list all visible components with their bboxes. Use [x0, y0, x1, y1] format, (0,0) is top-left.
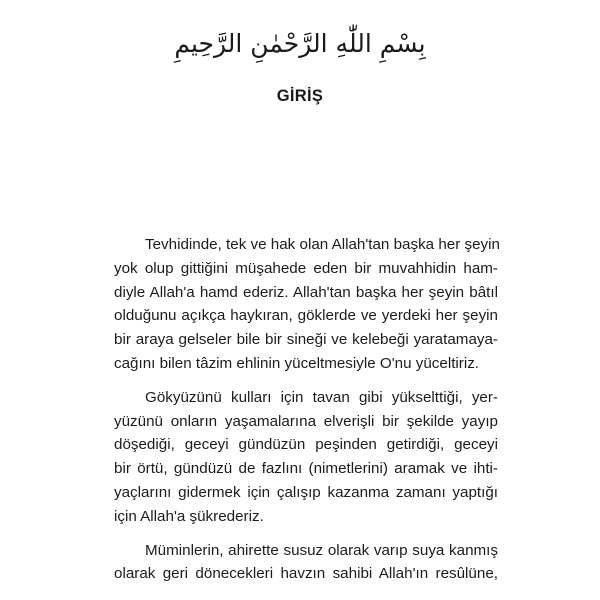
text-line: olduğunu açıkça haykıran, göklerde ve yerdeki her şeyin [114, 307, 498, 325]
text-line: Müminlerin, ahirette susuz olarak varıp suya kanmış [145, 541, 498, 559]
basmala-calligraphy: بِسْمِ اللّٰهِ الرَّحْمٰنِ الرَّحِيمِ [174, 29, 426, 58]
text-line: yüzünü onların yaşamalarına elverişli bir şekilde yayıp [114, 412, 498, 430]
body-text [114, 233, 498, 586]
text-line: olarak geri dönecekleri havzın sahibi Allah'ın resûlüne, [114, 565, 498, 583]
paragraph-1 [114, 233, 498, 376]
chapter-heading: GİRİŞ [276, 87, 324, 105]
paragraph-3 [114, 539, 498, 587]
text-line: bir araya gelseler bile bir sineği ve kelebeği yaratamaya- [114, 331, 498, 349]
text-line: için Allah'a şükrederiz. [114, 507, 264, 525]
text-line: döşediği, geceyi gündüzün peşinden getirdiği, geceyi [114, 436, 498, 454]
text-line: cağını bilen tâzim ehlinin yüceltmesiyle O'nu yüceltiriz. [114, 354, 480, 372]
text-line: Gökyüzünü kulları için tavan gibi yükselttiği, yer- [145, 388, 498, 406]
text-line: yaçlarını gidermek için çalışıp kazanma zamanı yaptığı [114, 483, 498, 501]
text-line: bir örtü, gündüzü de fazlını (nimetlerini) aramak ve ihti- [114, 460, 498, 478]
text-line: diyle Allah'a hamd ederiz. Allah'tan başka her şeyin bâtıl [114, 283, 498, 301]
paragraph-2 [114, 386, 498, 529]
text-line: yok olup gittiğini müşahede eden bir muvahhidin ham- [114, 259, 498, 277]
text-line: Tevhidinde, tek ve hak olan Allah'tan başka her şeyin [145, 236, 500, 253]
